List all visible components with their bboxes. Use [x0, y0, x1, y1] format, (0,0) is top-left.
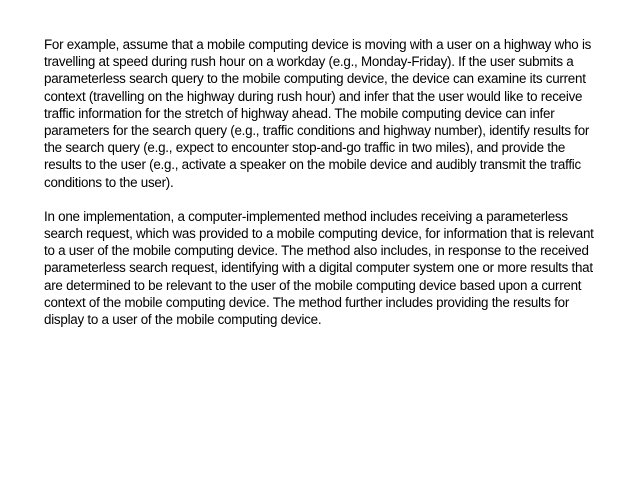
paragraph-example: For example, assume that a mobile computing device is moving with a user on a highway who is travelling at speed during rush hour on a workday (e.g., Monday-Friday). If the user submits a parameterless search query to the mobile computing device, the device can examine its current context (travelling on the highway during rush hour) and infer that the user would like to receive traffic information for the stretch of highway ahead. The mobile computing device can infer parameters for the search query (e.g., traffic conditions and highway number), identify results for the search query (e.g., expect to encounter stop-and-go traffic in two miles), and provide the results to the user (e.g., activate a speaker on the mobile device and audibly transmit the traffic conditions to the user).: [44, 37, 592, 190]
text-body: [44, 36, 600, 328]
paragraph-spacer: [44, 191, 600, 208]
paragraph-implementation: In one implementation, a computer-implemented method includes receiving a parameterless search request, which was provided to a mobile computing device, for information that is relevant to a user of the mobile computing device. The method also includes, in response to the received parameterless search request, identifying with a digital computer system one or more results that are determined to be relevant to the user of the mobile computing device based upon a current context of the mobile computing device. The method further includes providing the results for display to a user of the mobile computing device.: [44, 208, 594, 328]
